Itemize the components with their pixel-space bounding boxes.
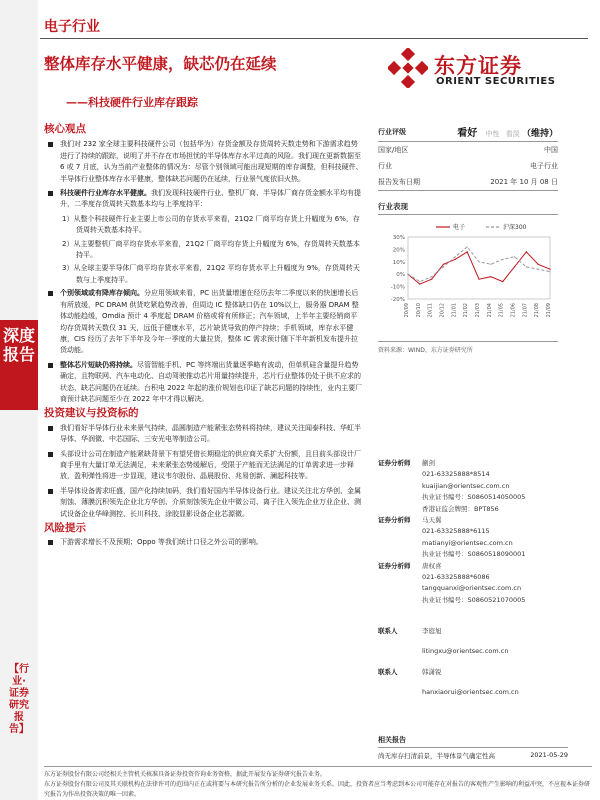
data-point	[443, 266, 444, 267]
footer-line-1: 东方证券股份有限公司经相关主管机关核准具备证券投资咨询业务资格，据此开展发布证券研究报告业务。	[44, 771, 327, 778]
bullet-icon	[48, 291, 53, 296]
analyst-cert: 执业证书编号：S0860521070005	[422, 595, 526, 604]
analyst-row	[378, 583, 568, 594]
bullet-icon	[48, 452, 53, 457]
y-tick-label: 10%	[392, 259, 405, 266]
info-key: 行业	[378, 162, 392, 170]
core-paragraph-2-lead: 科技硬件行业库存水平健康。	[60, 189, 151, 198]
x-tick-label: 21/06	[510, 303, 517, 318]
data-point	[419, 284, 420, 285]
data-point	[455, 256, 456, 257]
y-tick-label: -10%	[390, 284, 405, 291]
data-point	[407, 274, 408, 275]
risk-paragraph-1	[44, 537, 364, 548]
report-title: 整体库存水平健康，缺芯仍在延续	[44, 55, 277, 73]
x-tick-label: 21/09	[546, 303, 552, 318]
info-row	[378, 174, 558, 191]
data-point	[431, 276, 432, 277]
contact-role: 联系人	[378, 627, 398, 636]
invest-paragraph-1-text: 我们看好半导体行业未来景气持续，晶圆制造产能紧张态势料将持续，建议关注闻泰科技、华虹半导体、华润微、中芯国际、三安光电等制造公司。	[60, 423, 361, 444]
core-sub-item: 1）从整个科技硬件行业主要上市公司的存货水平来看，21Q2 厂商平均存货上升幅度为 6%，存货周转天数基本持平。	[62, 214, 360, 235]
data-point	[490, 264, 491, 265]
bullet-icon	[48, 191, 53, 196]
data-point	[502, 259, 503, 260]
bullet-icon	[48, 363, 53, 368]
analyst-row	[378, 561, 568, 572]
related-heading: 相关报告	[378, 735, 568, 748]
footer-line-2: 东方证券股份有限公司及其关联机构在法律许可的范围内正在或将要与本研究报告所分析的企业发展业务关系。因此，投资者应当考虑到本公司可能存在对报告的客观性产生影响的利益冲突，不应视本证券研究报告为作出投资决策的唯一因素。	[44, 781, 591, 798]
invest-paragraph-2-text: 头部设计公司在制造产能紧缺背景下有望凭借长期稳定的供应商关系扩大份额，且目前头部设计厂商手里有大量订单无法满足，未来紧张态势缓解后，受限于产能而无法满足的订单需求进一步释放，盈利弹性将进一步显现，建议韦尔股份、晶晨股份、兆易创新、澜起科技等。	[60, 449, 361, 481]
data-point	[455, 259, 456, 260]
core-paragraph-1	[44, 139, 364, 185]
x-tick-label: 21/03	[475, 303, 481, 318]
performance-chart-svg	[378, 219, 558, 337]
rating-neutral: 中性	[485, 130, 500, 138]
info-key: 国家/地区	[378, 146, 409, 154]
footer-disclaimer	[44, 766, 592, 800]
legend-label: 电子	[453, 224, 466, 231]
rating-negative: 看淡	[505, 130, 520, 138]
analyst-row	[378, 549, 568, 560]
analyst-row	[378, 526, 568, 537]
related-report-title: 尚无库存扫清前景，半导体景气确定性高	[378, 752, 495, 760]
x-tick-label: 21/04	[486, 303, 493, 318]
analyst-email[interactable]: matianyi@orientsec.com.cn	[422, 538, 513, 547]
data-point	[478, 279, 479, 280]
contact-email[interactable]: litingxu@orientsec.com.cn	[422, 646, 509, 655]
data-point	[431, 279, 432, 280]
header-divider	[40, 38, 588, 39]
core-paragraph-2-text: 我们发现科技硬件行业、整机厂商、半导体厂商存货金额水平均有提升，二季度存货周转天数基本均与上季度持平：	[60, 189, 361, 209]
info-value: 中国	[544, 146, 558, 154]
data-point	[443, 264, 444, 265]
data-point	[538, 269, 539, 270]
x-tick-label: 20/09	[404, 303, 410, 318]
analyst-name: 唐权喜	[422, 561, 442, 570]
data-point	[490, 276, 491, 277]
y-tick-label: -20%	[390, 297, 405, 303]
related-report-item[interactable]	[378, 748, 568, 760]
right-column	[378, 122, 558, 354]
analyst-phone: 021-63325888*8514	[422, 470, 490, 479]
data-point	[549, 269, 550, 270]
report-category-vertical: 【行业·证券研究报告】	[9, 664, 29, 735]
performance-chart	[378, 219, 558, 337]
analyst-row	[378, 595, 568, 606]
x-tick-label: 20/10	[415, 303, 422, 318]
rating-keep: （维持）	[521, 129, 558, 139]
analyst-name: 马天翼	[422, 516, 442, 525]
series-line-csi300	[408, 247, 550, 282]
contact-email[interactable]: hanxiaorui@orientsec.com.cn	[422, 687, 519, 696]
analyst-cert: 执业证书编号：S0860518090001	[422, 550, 526, 559]
logo-english-name: ORIENT SECURITIES	[436, 76, 556, 87]
rating-row	[378, 122, 558, 142]
contact-name: 韩潇锐	[422, 668, 442, 677]
core-heading: 核心观点	[44, 123, 86, 135]
x-tick-label: 21/01	[451, 303, 458, 318]
risk-heading: 风险提示	[44, 522, 86, 534]
chart-frame	[408, 237, 550, 299]
y-tick-label: 0%	[396, 272, 405, 279]
risk-paragraph-1-text: 下游需求增长不及预期；Oppo 等我们统计口径之外公司的影响。	[60, 538, 263, 547]
analyst-role: 证券分析师	[378, 459, 411, 467]
core-paragraph-3-text: 分应用领域来看，PC 出货量增速在经历去年二季度以来的快速增长后有所放缓，PC DRAM 供货吃紧趋势改善，但周边 IC 整体缺口仍在 10%以上，服务器 DRAM 整体动能趋缓，Omdia 预计 4 季度起 DRAM 价格或将有所修正；汽车领域，上半年主要经销商平均存货周转天数仅 31 天，远低于健康水平，芯片缺货导致的停产持续；手机领域，库存水平健康，CIS 经历了去年下半年及今年一季度的大量拉货，整体 IC 需求预计随下半年新机发布提升拉货动能。	[60, 289, 359, 355]
report-type-badge: 深度报告	[0, 320, 38, 410]
bullet-icon	[48, 142, 53, 147]
industry-label: 电子行业	[44, 19, 100, 35]
x-tick-label: 20/11	[427, 303, 434, 318]
data-point	[526, 266, 527, 267]
logo-chinese-name: 东方证券	[434, 54, 522, 78]
analyst-row	[378, 504, 568, 515]
x-tick-label: 21/08	[534, 303, 541, 318]
data-point	[538, 264, 539, 265]
contact-name: 李庭旭	[422, 627, 442, 636]
data-point	[467, 251, 468, 252]
related-report-date: 2021-05-29	[530, 751, 568, 759]
analyst-row	[378, 458, 568, 469]
analyst-block	[378, 458, 568, 698]
info-value: 2021 年 10 月 08 日	[490, 178, 558, 186]
analyst-email[interactable]: tangquanxi@orientsec.com.cn	[422, 584, 522, 593]
contact-row	[378, 626, 568, 637]
analyst-row	[378, 538, 568, 549]
side-band	[0, 0, 38, 800]
rating-table	[378, 122, 558, 191]
contact-row	[378, 646, 568, 657]
data-point	[419, 281, 420, 282]
info-row	[378, 158, 558, 174]
performance-heading: 行业表现	[378, 202, 408, 211]
core-sub-item: 2）从主要整机厂商平均存货水平来看，21Q2 厂商平均存货上升幅度为 6%，存货周转天数基本持平。	[62, 239, 360, 260]
company-logo	[388, 44, 593, 100]
invest-paragraph-2	[44, 449, 364, 483]
core-paragraph-4	[44, 360, 364, 406]
main-column	[44, 124, 364, 552]
x-tick-label: 20/12	[439, 303, 446, 318]
chart-source: 资料来源：WIND、东方证券研究所	[378, 347, 473, 354]
invest-heading: 投资建议与投资标的	[44, 407, 139, 420]
analyst-cert: 执业证书编号：S0860514050005	[422, 493, 526, 502]
analyst-role: 证券分析师	[378, 516, 411, 525]
contact-row	[378, 667, 568, 678]
data-point	[467, 246, 468, 247]
related-reports	[378, 735, 568, 760]
logo-mark-icon	[388, 48, 428, 88]
analyst-license: 香港证监会牌照：BPT856	[422, 504, 499, 513]
contact-row	[378, 687, 568, 698]
x-tick-label: 21/02	[463, 303, 470, 318]
data-point	[514, 256, 515, 257]
core-paragraph-3-lead: 个别领域或有降库存倾向。	[60, 289, 144, 298]
bullet-icon	[48, 489, 53, 494]
core-paragraph-2	[44, 188, 364, 211]
info-key: 报告发布日期	[378, 178, 420, 186]
data-point	[549, 271, 550, 272]
source-divider	[378, 341, 558, 342]
analyst-row	[378, 572, 568, 583]
bullet-icon	[48, 540, 53, 545]
x-tick-label: 21/07	[522, 303, 529, 318]
core-sub-item: 3）从全球主要半导体厂商平均存货水平来看，21Q2 平均存货水平上升幅度为 9%，存货周转天数与上季度持平。	[62, 264, 360, 284]
analyst-row	[378, 492, 568, 503]
analyst-phone: 021-63325888*6086	[422, 573, 490, 582]
invest-paragraph-3	[44, 486, 364, 520]
data-point	[526, 251, 527, 252]
data-point	[478, 261, 479, 262]
analyst-phone: 021-63325888*6115	[422, 527, 490, 536]
info-row	[378, 142, 558, 159]
analyst-email[interactable]: kuaijian@orientsec.com.cn	[422, 481, 510, 490]
y-tick-label: 20%	[392, 247, 405, 254]
data-point	[514, 266, 515, 267]
data-point	[502, 281, 503, 282]
info-value: 电子行业	[530, 162, 558, 170]
analyst-row	[378, 515, 568, 526]
footer-divider	[44, 766, 592, 767]
rating-label: 行业评级	[378, 127, 406, 136]
contact-role: 联系人	[378, 668, 398, 677]
invest-paragraph-3-text: 半导体设备需求旺盛，国产化持续加码，我们看好国内半导体设备行业。建议关注北方华创、金属刻蚀、薄膜沉积领先企业北方华创、介质刻蚀领先企业中微公司、离子注入领先企业万业企业、测试设备企业华峰测控、长川科技、涂胶显影设备企业芯源微。	[60, 486, 361, 518]
rating-values	[431, 122, 558, 142]
x-tick-label: 21/05	[498, 303, 505, 318]
legend-label: 沪深300	[503, 224, 527, 231]
y-tick-label: 30%	[392, 235, 405, 241]
analyst-row	[378, 481, 568, 492]
performance-divider	[378, 214, 558, 215]
report-subtitle: ——科技硬件行业库存跟踪	[66, 96, 198, 109]
analyst-name: 蒯剑	[422, 459, 435, 467]
core-paragraph-4-lead: 整体芯片短缺仍将持续。	[60, 360, 137, 369]
invest-paragraph-1	[44, 423, 364, 446]
analyst-role: 证券分析师	[378, 561, 411, 570]
rating-positive: 看好	[457, 128, 478, 139]
bullet-icon	[48, 426, 53, 431]
analyst-row	[378, 469, 568, 480]
core-paragraph-3	[44, 288, 364, 356]
core-paragraph-4-text: 尽管智能手机、PC 等终端出货量逐季略有波动，但单机硅含量提升趋势确定，且物联网、汽车电动化、自动驾驶推动芯片用量持续提升，芯片行业整体仍处于供不应求的状态，缺芯问题仍在延续。台积电 2022 年起的涨价规划也印证了缺芯问题的持续性，业内主要厂商预计缺芯问题至少在 2022 年中才得以解决。	[60, 360, 363, 403]
core-paragraph-1-text: 我们对 232 家全球主要科技硬件公司（包括华为）存货金额及存货周转天数走势和下游需求趋势进行了持续的跟踪，说明了并不存在市场担忧的半导体库存水平过高的风险。我们现在更新数据至 6 或 7 月底，认为当前产业整体的情况为：尽管个别领域可能出现短期的库存调整，但科技硬件、半导体行业整体库存水平健康，整体缺芯问题仍在延续，行业景气度依旧火热。	[60, 140, 363, 183]
